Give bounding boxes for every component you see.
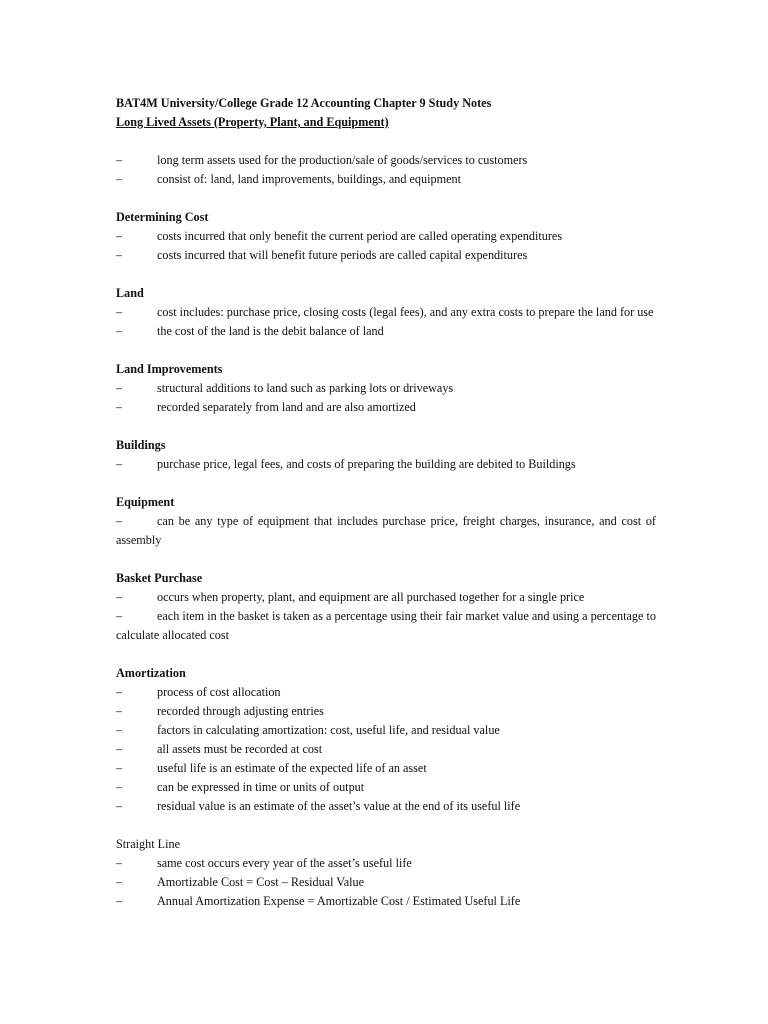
bullet-dash: – (116, 780, 123, 794)
item-text: Amortizable Cost = Cost – Residual Value (157, 875, 365, 889)
section-list (116, 303, 656, 341)
bullet-dash: – (116, 381, 123, 395)
list-item (116, 607, 656, 645)
section-heading: Determining Cost (116, 210, 209, 224)
bullet-dash: – (116, 704, 123, 718)
intro-section (116, 151, 656, 189)
list-item (116, 170, 656, 189)
list-item (116, 246, 656, 265)
item-text: long term assets used for the production/sale of goods/services to customers (157, 153, 528, 167)
list-item (116, 227, 656, 246)
item-text: the cost of the land is the debit balance of land (157, 324, 384, 338)
bullet-dash: – (116, 229, 123, 243)
bullet-dash: – (116, 856, 123, 870)
item-text: structural additions to land such as parking lots or driveways (157, 381, 454, 395)
item-text: each item in the basket is taken as a percentage using their fair market value and using a percentage to calculate allocated cost (116, 609, 656, 642)
list-item (116, 303, 656, 322)
list-item (116, 721, 656, 740)
item-text: same cost occurs every year of the asset’s useful life (157, 856, 412, 870)
document-title: BAT4M University/College Grade 12 Accounting Chapter 9 Study Notes (116, 96, 492, 110)
item-text: costs incurred that only benefit the current period are called operating expenditures (157, 229, 563, 243)
list-item (116, 512, 656, 550)
bullet-dash: – (116, 761, 123, 775)
item-text: can be any type of equipment that includes purchase price, freight charges, insurance, and cost of assembly (116, 514, 656, 547)
section-heading: Straight Line (116, 837, 180, 851)
intro-list (116, 151, 656, 189)
section-heading: Land (116, 286, 144, 300)
bullet-dash: – (116, 799, 123, 813)
list-item (116, 854, 656, 873)
bullet-dash: – (116, 609, 123, 623)
list-item (116, 322, 656, 341)
list-item (116, 702, 656, 721)
section-equipment (116, 493, 656, 550)
section-list (116, 854, 656, 911)
bullet-dash: – (116, 742, 123, 756)
section-land (116, 284, 656, 341)
section-buildings (116, 436, 656, 474)
item-text: Annual Amortization Expense = Amortizable Cost / Estimated Useful Life (157, 894, 521, 908)
list-item (116, 588, 656, 607)
bullet-dash: – (116, 590, 123, 604)
bullet-dash: – (116, 324, 123, 338)
document-content (116, 94, 656, 930)
list-item (116, 892, 656, 911)
bullet-dash: – (116, 723, 123, 737)
bullet-dash: – (116, 894, 123, 908)
item-text: recorded through adjusting entries (157, 704, 324, 718)
section-list (116, 455, 656, 474)
bullet-dash: – (116, 400, 123, 414)
list-item (116, 683, 656, 702)
section-list (116, 379, 656, 417)
list-item (116, 455, 656, 474)
list-item (116, 778, 656, 797)
list-item (116, 740, 656, 759)
item-text: costs incurred that will benefit future periods are called capital expenditures (157, 248, 528, 262)
item-text: residual value is an estimate of the asset’s value at the end of its useful life (157, 799, 521, 813)
section-heading: Equipment (116, 495, 175, 509)
list-item (116, 873, 656, 892)
item-text: recorded separately from land and are also amortized (157, 400, 416, 414)
section-straight-line (116, 835, 656, 911)
list-item (116, 398, 656, 417)
section-list (116, 683, 656, 816)
item-text: factors in calculating amortization: cost, useful life, and residual value (157, 723, 500, 737)
section-determining-cost (116, 208, 656, 265)
section-heading: Amortization (116, 666, 186, 680)
item-text: consist of: land, land improvements, buildings, and equipment (157, 172, 461, 186)
bullet-dash: – (116, 685, 123, 699)
section-list (116, 512, 656, 550)
item-text: can be expressed in time or units of output (157, 780, 365, 794)
section-heading: Buildings (116, 438, 166, 452)
section-list (116, 227, 656, 265)
bullet-dash: – (116, 172, 123, 186)
item-text: occurs when property, plant, and equipment are all purchased together for a single price (157, 590, 585, 604)
bullet-dash: – (116, 305, 123, 319)
item-text: process of cost allocation (157, 685, 281, 699)
bullet-dash: – (116, 153, 123, 167)
item-text: purchase price, legal fees, and costs of preparing the building are debited to Buildings (157, 457, 576, 471)
list-item (116, 151, 656, 170)
document-subtitle: Long Lived Assets (Property, Plant, and Equipment) (116, 115, 389, 129)
section-heading: Land Improvements (116, 362, 223, 376)
section-list (116, 588, 656, 645)
section-basket-purchase (116, 569, 656, 645)
bullet-dash: – (116, 875, 123, 889)
section-heading: Basket Purchase (116, 571, 203, 585)
item-text: all assets must be recorded at cost (157, 742, 323, 756)
bullet-dash: – (116, 457, 123, 471)
list-item (116, 759, 656, 778)
item-text: cost includes: purchase price, closing costs (legal fees), and any extra costs to prepare the land for use (157, 305, 654, 319)
bullet-dash: – (116, 514, 123, 528)
section-land-improvements (116, 360, 656, 417)
item-text: useful life is an estimate of the expected life of an asset (157, 761, 427, 775)
section-amortization (116, 664, 656, 816)
list-item (116, 797, 656, 816)
bullet-dash: – (116, 248, 123, 262)
list-item (116, 379, 656, 398)
